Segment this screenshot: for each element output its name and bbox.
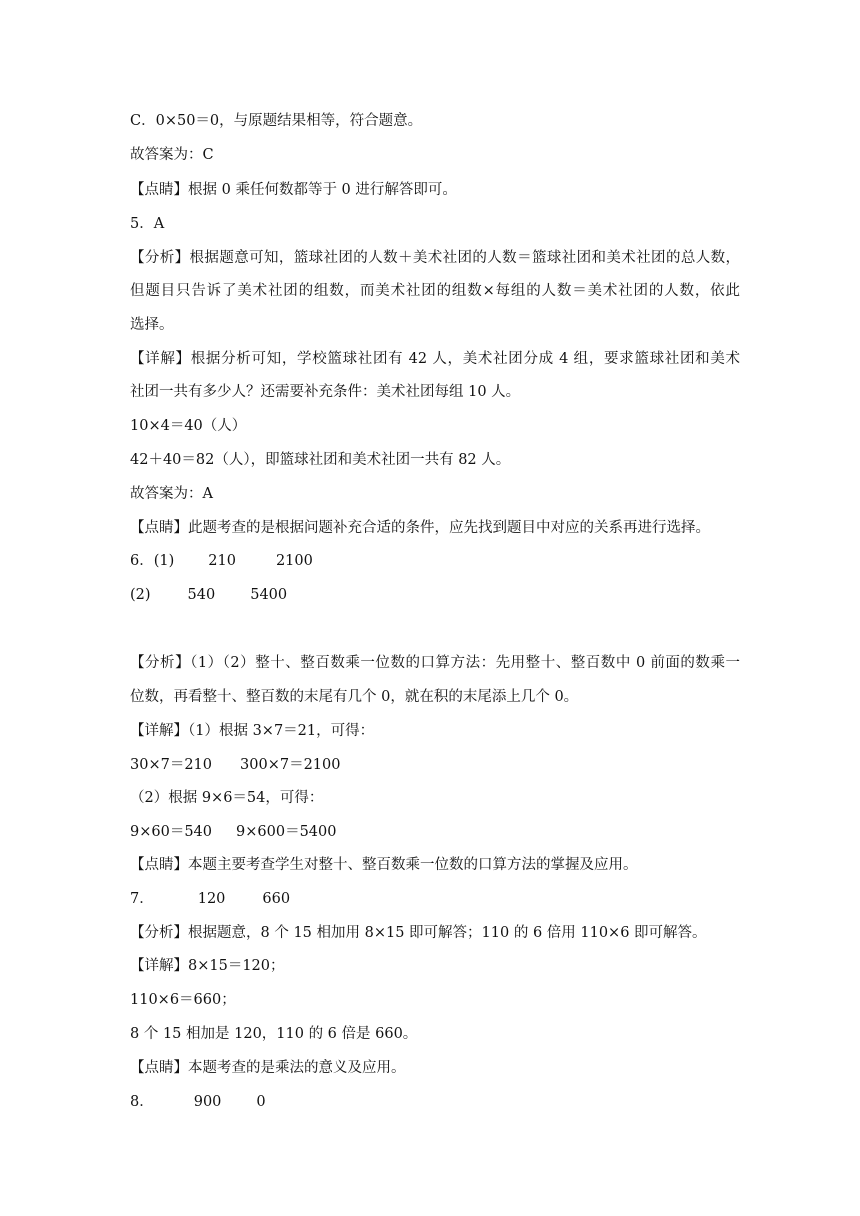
- comment-line: 【点睛】此题考查的是根据问题补充合适的条件，应先找到题目中对应的关系再进行选择。: [130, 520, 710, 536]
- q8-label: 8．: [130, 1094, 154, 1110]
- question-8-answer: [130, 1092, 740, 1112]
- analysis-line: 但题目只告诉了美术社团的组数，而美术社团的组数×每组的人数＝美术社团的人数，依此: [130, 283, 740, 299]
- analysis-line: 选择。: [130, 317, 174, 333]
- q7-answer-a1: 120: [197, 891, 226, 907]
- detail-line: 【详解】（1）根据 3×7＝21，可得：: [130, 723, 375, 739]
- question-6-answer-2: [130, 585, 740, 605]
- calc-expression: 30×7＝210: [130, 757, 213, 773]
- analysis-line: 【分析】（1）（2）整十、整百数乘一位数的口算方法：先用整十、整百数中 0 前面的数乘一: [130, 655, 740, 671]
- q6-answer-b1: 540: [187, 587, 216, 603]
- q8-answer-a2: 0: [256, 1094, 266, 1110]
- q7-label: 7．: [130, 891, 154, 907]
- q6-answer-a1: 210: [208, 553, 236, 569]
- analysis-line: 【分析】根据题意可知，篮球社团的人数＋美术社团的人数＝篮球社团和美术社团的总人数，: [130, 250, 740, 266]
- q6-sub2-label: (2): [130, 587, 151, 603]
- question-6-answer-1: [130, 551, 740, 571]
- option-c-line: C．0×50＝0，与原题结果相等，符合题意。: [130, 113, 423, 129]
- calc-expression: 9×600＝5400: [236, 824, 337, 840]
- q8-answer-a1: 900: [193, 1094, 222, 1110]
- calc-expression: 9×60＝540: [130, 824, 213, 840]
- analysis-line: 位数，再看整十、整百数的末尾有几个 0，就在积的末尾添上几个 0。: [130, 689, 579, 705]
- detail-line: 社团一共有多少人？还需要补充条件：美术社团每组 10 人。: [130, 384, 521, 400]
- q7-answer-a2: 660: [262, 891, 291, 907]
- analysis-line: 【分析】根据题意，8 个 15 相加用 8×15 即可解答；110 的 6 倍用 110×6 即可解答。: [130, 925, 707, 941]
- q6-answer-a2: 2100: [275, 553, 313, 569]
- q6-answer-b2: 5400: [250, 587, 288, 603]
- q6-label: 6．(1): [130, 553, 175, 569]
- question-5-answer: 5．A: [130, 216, 165, 232]
- calc-line: [130, 755, 740, 775]
- detail-line: 【详解】8×15＝120；: [130, 958, 285, 974]
- calc-expression: 300×7＝2100: [240, 757, 341, 773]
- detail-line: 【详解】根据分析可知，学校篮球社团有 42 人，美术社团分成 4 组，要求篮球社团和美术: [130, 351, 740, 367]
- question-7-answer: [130, 889, 740, 909]
- answer-line: 故答案为：C: [130, 147, 214, 163]
- answer-line: 故答案为：A: [130, 486, 213, 502]
- calc-line: [130, 822, 740, 842]
- detail-line: 8 个 15 相加是 120，110 的 6 倍是 660。: [130, 1026, 418, 1042]
- calc-line: 42＋40＝82（人），即篮球社团和美术社团一共有 82 人。: [130, 452, 511, 468]
- comment-line: 【点睛】本题考查的是乘法的意义及应用。: [130, 1060, 406, 1076]
- comment-line: 【点睛】本题主要考查学生对整十、整百数乘一位数的口算方法的掌握及应用。: [130, 857, 638, 873]
- calc-line: 10×4＝40（人）: [130, 418, 247, 434]
- comment-line: 【点睛】根据 0 乘任何数都等于 0 进行解答即可。: [130, 182, 457, 198]
- detail-line: （2）根据 9×6＝54，可得：: [130, 790, 324, 806]
- calc-line: 110×6＝660；: [130, 992, 236, 1008]
